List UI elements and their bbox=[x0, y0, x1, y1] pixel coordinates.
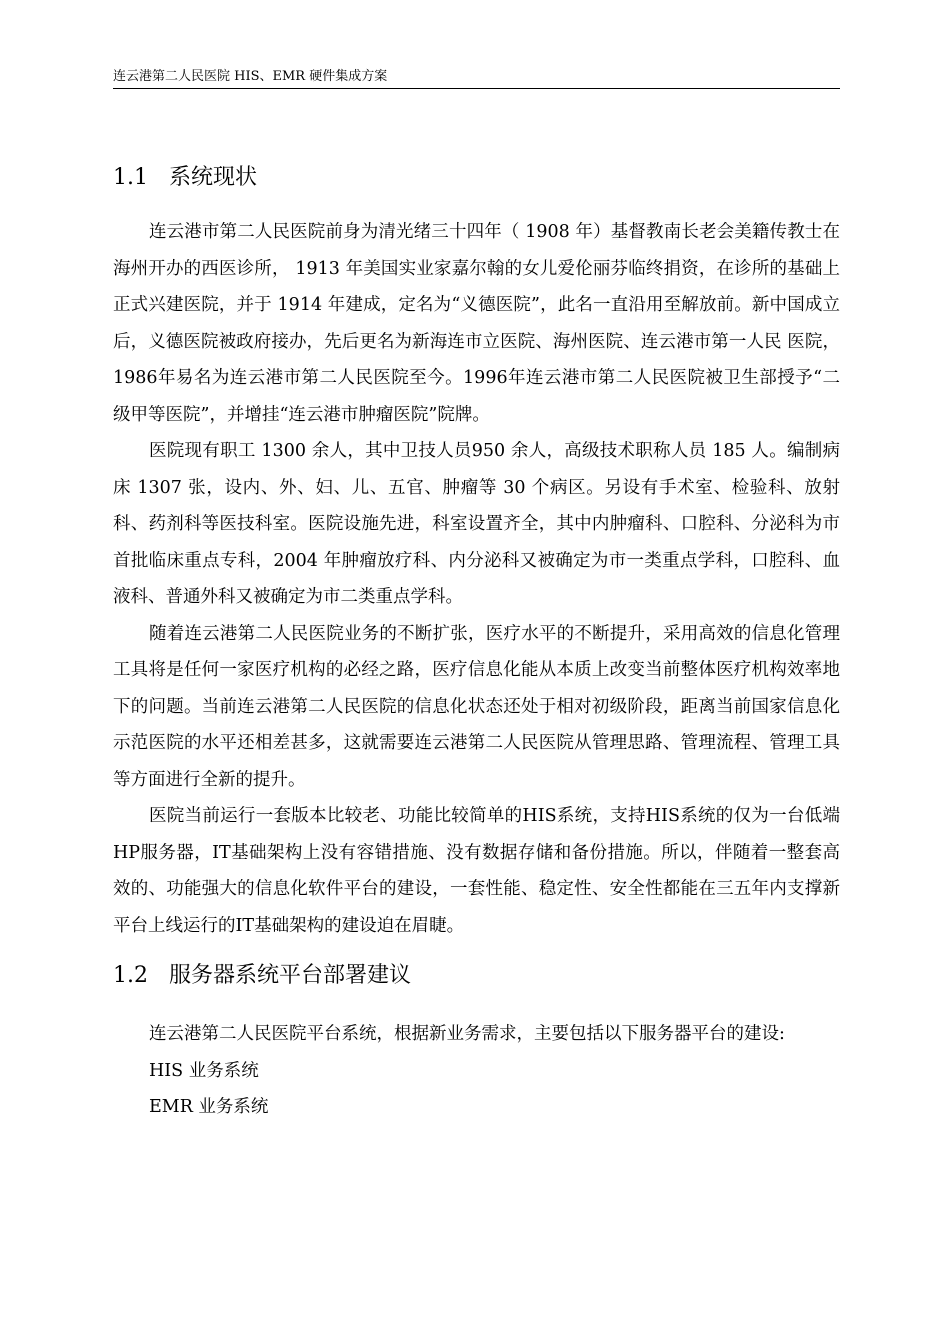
paragraph-platform-intro: 连云港第二人民医院平台系统，根据新业务需求，主要包括以下服务器平台的建设: bbox=[149, 1024, 785, 1044]
list-item-emr: EMR 业务系统 bbox=[149, 1097, 269, 1117]
list-item-his: HIS 业务系统 bbox=[149, 1060, 259, 1081]
paragraph-staff-facilities: 医院现有职工 1300 余人，其中卫技人员950 余人，高级技术职称人员 185 人。编制病床 1307 张，设内、外、妇、儿、五官、肿瘤等 30 个病区。另设有手术室、检验科、放射科、药剂科等医技科室。医院设施先进，科室设置齐全，其中内肿瘤科、口腔科、分泌科为市首批临床重点专科，2004 年肿瘤放疗科、内分泌科又被确定为市一类重点学科，口腔科、血液科、普通外科又被确定为市二类重点学科。 bbox=[113, 441, 840, 607]
section-heading-1-2 bbox=[113, 958, 840, 994]
paragraph-informatization-need: 随着连云港第二人民医院业务的不断扩张，医疗水平的不断提升，采用高效的信息化管理工具将是任何一家医疗机构的必经之路，医疗信息化能从本质上改变当前整体医疗机构效率地下的问题。当前连云港第二人民医院的信息化状态还处于相对初级阶段，距离当前国家信息化示范医院的水平还相差甚多，这就需要连云港第二人民医院从管理思路、管理流程、管理工具等方面进行全新的提升。 bbox=[113, 623, 840, 790]
paragraph-hospital-history: 连云港市第二人民医院前身为清光绪三十四年（ 1908 年）基督教南长老会美籍传教士在海州开办的西医诊所， 1913 年美国实业家嘉尔翰的女儿爱伦丽芬临终捐资，在诊所的基础上正式兴建医院，并于 1914 年建成，定名为“义德医院”，此名一直沿用至解放前。新中国成立后，义德医院被政府接办，先后更名为新海连市立医院、海州医院、连云港市第一人民 医院， 1986年易名为连云港市第二人民医院至今。1996年连云港市第二人民医院被卫生部授予“二级甲等医院”，并增挂“连云港市肿瘤医院”院牌。 bbox=[113, 222, 840, 425]
section-title: 系统现状 bbox=[169, 165, 258, 190]
running-header: 连云港第二人民医院 HIS、EMR 硬件集成方案 bbox=[113, 68, 840, 89]
document-body bbox=[113, 160, 840, 1126]
section-number: 1.2 bbox=[113, 963, 148, 988]
section-heading-1-1 bbox=[113, 160, 840, 196]
paragraph-current-it: 医院当前运行一套版本比较老、功能比较简单的HIS系统，支持HIS系统的仅为一台低端HP服务器，IT基础架构上没有容错措施、没有数据存储和备份措施。所以，伴随着一整套高效的、功能强大的信息化软件平台的建设，一套性能、稳定性、安全性都能在三五年内支撑新平台上线运行的IT基础架构的建设迫在眉睫。 bbox=[113, 806, 840, 936]
section-number: 1.1 bbox=[113, 165, 148, 190]
section-title: 服务器系统平台部署建议 bbox=[169, 963, 412, 988]
